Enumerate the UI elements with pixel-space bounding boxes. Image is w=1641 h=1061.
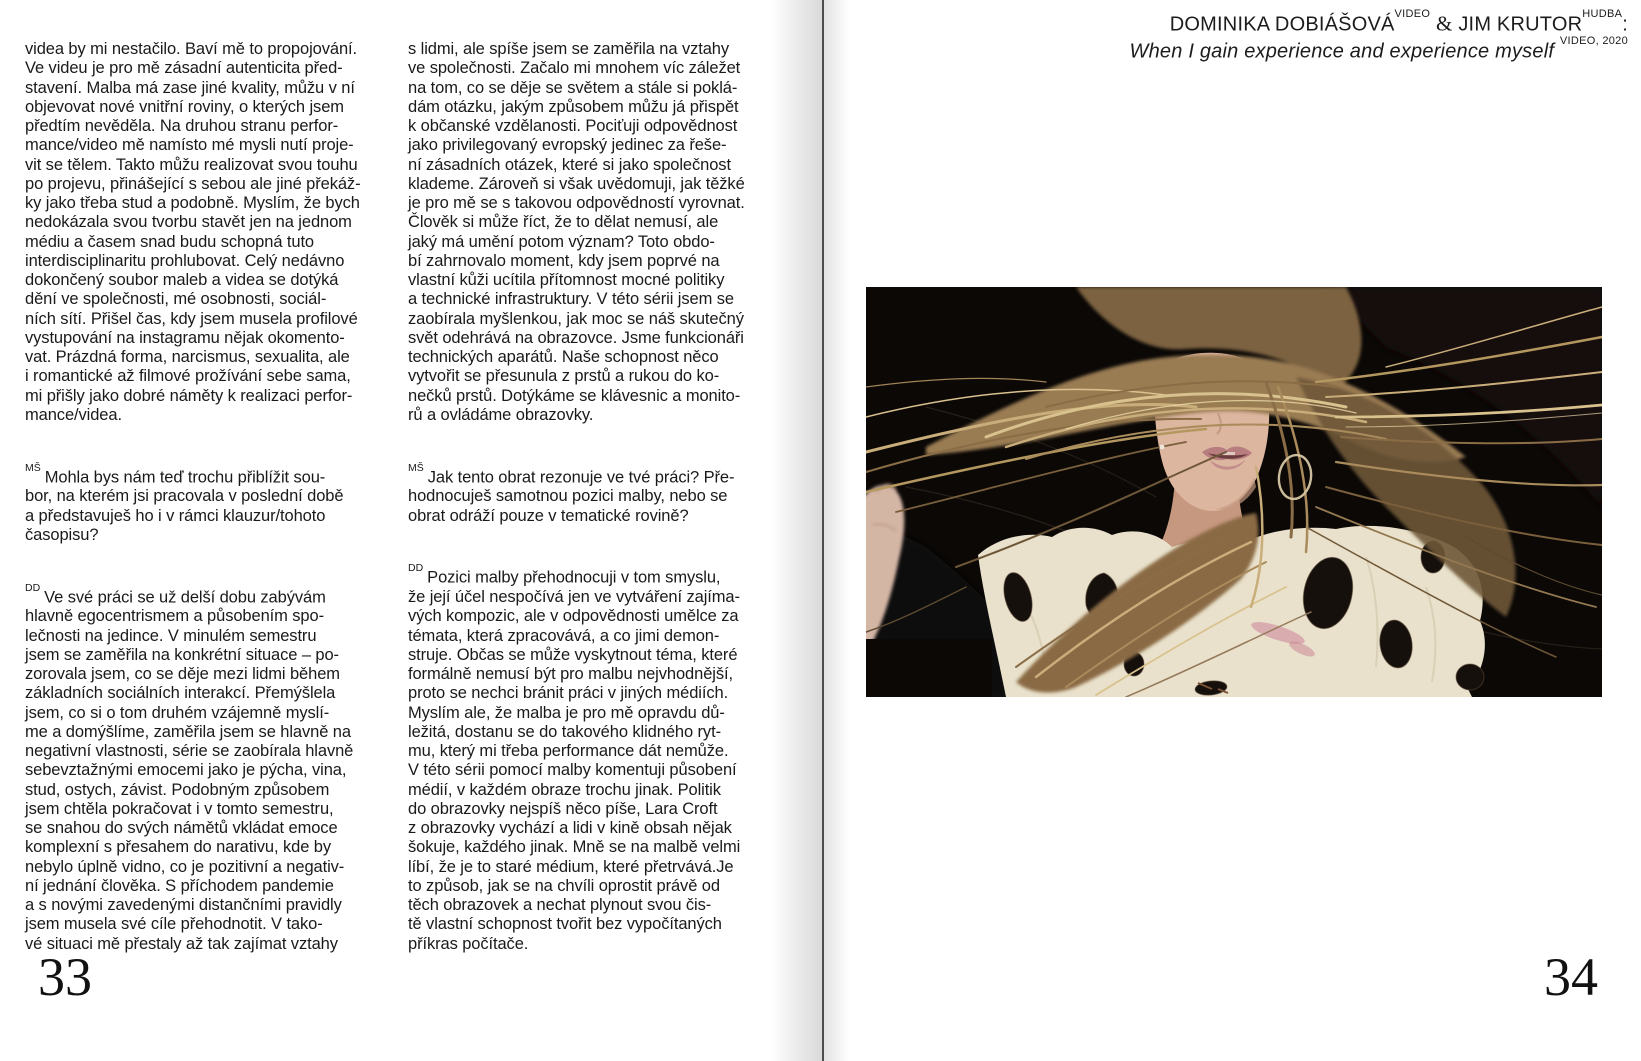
text-line: vat. Prázdná forma, narcismus, sexualita, ale: [25, 348, 350, 366]
text-line: zorovala jsem, co se děje mezi lidmi během: [25, 665, 340, 683]
text-line: $^{MŠ}$Jak tento obrat rezonuje ve tvé práci? Pře-: [408, 461, 735, 486]
text-line: formálně nemusí být pro malbu nejvhodnější,: [408, 665, 733, 683]
text-line: nebylo úplně vidno, co je pozitivní a negativ-: [25, 857, 345, 876]
text-line: technických aparátů. Naše schopnost něco: [408, 348, 719, 366]
text-line: vystupování na instagramu nějak okomento-: [25, 328, 345, 347]
text-line: rů a ovládáme obrazovky.: [408, 405, 594, 424]
text-line: do obrazovky nejspíš něco píše, Lara Croft: [408, 799, 718, 818]
text-line: nečků prstů. Dotýkáme se klávesnic a monito-: [408, 386, 741, 405]
text-line: $^{MŠ}$Mohla bys nám teď trochu přiblížit sou-: [25, 461, 326, 486]
text-line: Člověk si může říct, že to dělat nemusí, ale: [408, 213, 719, 232]
text-line: hodnocuješ samotnou pozici malby, nebo se: [408, 487, 728, 506]
text-line: časopisu?: [25, 525, 99, 544]
text-line: je pro mě se s takovou odpovědností vyrovnat.: [408, 194, 745, 212]
text-line: sebevztažnými emocemi jako je pýcha, vina,: [25, 761, 347, 780]
text-line: klademe. Zároveň si však uvědomuji, jak těžké: [408, 174, 745, 193]
artwork-title-line: [1130, 36, 1628, 63]
text-line: vytvořit se přesunula z prstů a rukou do ko-: [408, 367, 720, 386]
text-line: dám otázku, jakým způsobem můžu já přispět: [408, 97, 739, 116]
text-line: vé situaci mě přestaly až tak zajímat vztahy: [25, 934, 338, 953]
text-line: videa by mi nestačilo. Baví mě to propojování.: [25, 40, 357, 58]
text-line: struje. Občas se může vyskytnout téma, které: [408, 645, 738, 664]
text-line: objevovat nové vnitřní roviny, o kterých jsem: [25, 97, 344, 116]
ampersand: &: [1436, 11, 1453, 36]
text-line: i romantické až filmové prožívání sebe sama,: [25, 367, 351, 386]
text-column-2: [408, 40, 770, 954]
text-line: svět odehrává na obrazovce. Jsme funkcionáři: [408, 328, 744, 347]
text-line: jsem se zaměřila na konkrétní situace – po-: [25, 645, 339, 664]
text-line: jaký má umění potom význam? Toto obdo-: [408, 232, 715, 251]
text-line: vých kompozic, ale v odpovědnosti umělce za: [408, 607, 739, 626]
fold-shadow-left: [770, 0, 822, 1061]
text-line: $^{DD}$Pozici malby přehodnocuji v tom smyslu,: [408, 562, 721, 587]
text-line: příkras počítače.: [408, 934, 529, 953]
text-line: z obrazovky vychází a lidi v kině obsah nějak: [408, 819, 732, 837]
header-colon: :: [1622, 13, 1628, 36]
text-line: ve společnosti. Začalo mi mnohem víc záležet: [408, 59, 741, 78]
text-line: Myslím ale, že malba je pro mě opravdu dů-: [408, 703, 725, 722]
text-line: ní zásadních otázek, které si jako společnost: [408, 155, 731, 174]
text-line: jsem, co si o tom druhém vzájemně myslí-: [25, 703, 330, 722]
text-line: bor, na kterém jsi pracovala v poslední době: [25, 487, 344, 506]
interview-paragraph: [25, 581, 383, 954]
page-number-left: 33: [38, 947, 92, 1007]
body-paragraph: [25, 40, 383, 425]
artwork-meta: VIDEO, 2020: [1559, 34, 1628, 47]
text-line: vlastní kůži ucítila přítomnost mocné politiky: [408, 271, 725, 289]
body-paragraph: [408, 40, 770, 425]
text-line: těch obrazovek a nechat plynout svou čis-: [408, 896, 712, 914]
text-line: že její účel nespočívá jen ve vytváření zajíma-: [408, 588, 740, 606]
text-line: se snahou do svých námětů vkládat emoce: [25, 819, 338, 837]
text-line: mance/videa.: [25, 405, 122, 424]
text-line: předtím nevěděla. Na druhou stranu perfor-: [25, 117, 339, 135]
text-line: jako privilegovaný evropský jedinec za řeše-: [408, 136, 727, 155]
text-line: vit se tělem. Takto můžu realizovat svou touhu: [25, 155, 358, 174]
speaker-initials: MŠ: [408, 461, 424, 474]
text-line: líbí, že je to staré médium, které přetrvává.Je: [408, 857, 734, 876]
text-line: dění ve společnosti, mé osobnosti, sociál-: [25, 290, 327, 309]
text-line: interdisciplinaritu prohlubovat. Celý nedávno: [25, 251, 345, 270]
artist-2-role: HUDBA: [1582, 8, 1623, 20]
text-line: zaobírala myšlenkou, jak moc se náš skutečný: [408, 309, 744, 328]
text-line: obrat odráží pouze v tematické rovině?: [408, 506, 689, 525]
text-line: tě vlastní schopnost tvořit bez vypočítaných: [408, 915, 722, 934]
artist-2-name: JIM KRUTOR: [1458, 13, 1583, 36]
text-line: základních sociálních interakcí. Přemýšlela: [25, 684, 336, 703]
text-line: a s novými zavedenými distančními pravidly: [25, 896, 342, 914]
text-line: médiu a časem snad budu schopná tuto: [25, 232, 315, 251]
text-line: k občanské vzdělanosti. Pociťuji odpovědnost: [408, 117, 738, 135]
artwork-video-still: [866, 287, 1602, 697]
text-line: a představuješ ho i v rámci klauzur/tohoto: [25, 506, 326, 525]
artwork-title: When I gain experience and experience myself: [1129, 40, 1555, 63]
speaker-initials: DD: [25, 581, 41, 594]
text-line: to způsob, jak se na chvíli oprostit právě od: [408, 876, 720, 895]
text-column-1: [25, 40, 383, 954]
text-line: hlavně egocentrismem a působením spo-: [25, 607, 324, 626]
text-line: ležitá, dostanu se do takového klidného ryt-: [408, 722, 721, 741]
text-line: negativní vlastnosti, série se zaobírala hlavně: [25, 742, 354, 760]
text-line: stavení. Malba má zase jiné kvality, můžu v ní: [25, 78, 355, 97]
artwork-photo: [866, 287, 1602, 697]
text-line: témata, která zpracovává, a co jimi demon-: [408, 626, 720, 645]
text-line: jsem chtěla pokračovat i v tomto semestru,: [25, 799, 334, 818]
text-line: na tom, co se děje se světem a stále si poklá-: [408, 78, 738, 97]
artwork-header: [1130, 9, 1628, 62]
text-line: bí zahrnovalo moment, kdy jsem poprvé na: [408, 251, 720, 270]
interview-paragraph: [25, 461, 383, 546]
text-line: dokončený soubor maleb a videa se dotýká: [25, 271, 339, 289]
text-line: nedokázala svou tvorbu stavět jen na jednom: [25, 213, 352, 232]
text-line: stud, ostych, závist. Podobným způsobem: [25, 780, 330, 799]
text-line: mi přišly jako dobré náměty k realizaci perfor-: [25, 386, 353, 405]
artists-line: [1130, 9, 1628, 36]
text-line: mance/video mě namísto mé mysli nutí proje-: [25, 136, 354, 155]
text-line: jsem musela své cíle přehodnotit. V tako-: [25, 915, 323, 934]
page-number-right: 34: [1544, 947, 1598, 1007]
text-line: komplexní s přesahem do narativu, kde by: [25, 838, 331, 857]
text-line: me a domýšlíme, zaměřila jsem se hlavně na: [25, 722, 351, 741]
artist-1-role: VIDEO: [1394, 8, 1431, 20]
text-line: lečnosti na jedince. V minulém semestru: [25, 626, 317, 645]
text-line: a technické infrastruktury. V této sérii jsem se: [408, 290, 734, 309]
text-line: s lidmi, ale spíše jsem se zaměřila na vztahy: [408, 40, 730, 58]
text-line: ní jednání člověka. S příchodem pandemie: [25, 876, 334, 895]
text-line: mu, který mi třeba performance dát nemůže.: [408, 742, 729, 760]
text-line: proto se nechci bránit práci v jiných médiích.: [408, 684, 729, 703]
text-line: ky jako třeba stud a podobně. Myslím, že bych: [25, 194, 360, 212]
speaker-initials: MŠ: [25, 461, 41, 474]
text-line: šokuje, každého jinak. Mně se na malbě velmi: [408, 838, 741, 857]
speaker-initials: DD: [408, 562, 424, 575]
interview-paragraph: [408, 461, 770, 526]
artist-1-name: DOMINIKA DOBIÁŠOVÁ: [1169, 13, 1395, 36]
text-line: Ve videu je pro mě zásadní autenticita před-: [25, 59, 343, 78]
text-line: ních sítí. Přišel čas, kdy jsem musela profilové: [25, 309, 358, 328]
text-line: $^{DD}$Ve své práci se už delší dobu zabývám: [25, 581, 326, 606]
text-line: po projevu, přinášející s sebou ale jiné překáž-: [25, 174, 361, 193]
text-line: V této sérii pomocí malby komentuji působení: [408, 761, 737, 780]
text-line: médií, v každém obraze trochu jinak. Politik: [408, 780, 721, 799]
page-right: [822, 0, 1641, 1061]
interview-paragraph: [408, 564, 770, 954]
